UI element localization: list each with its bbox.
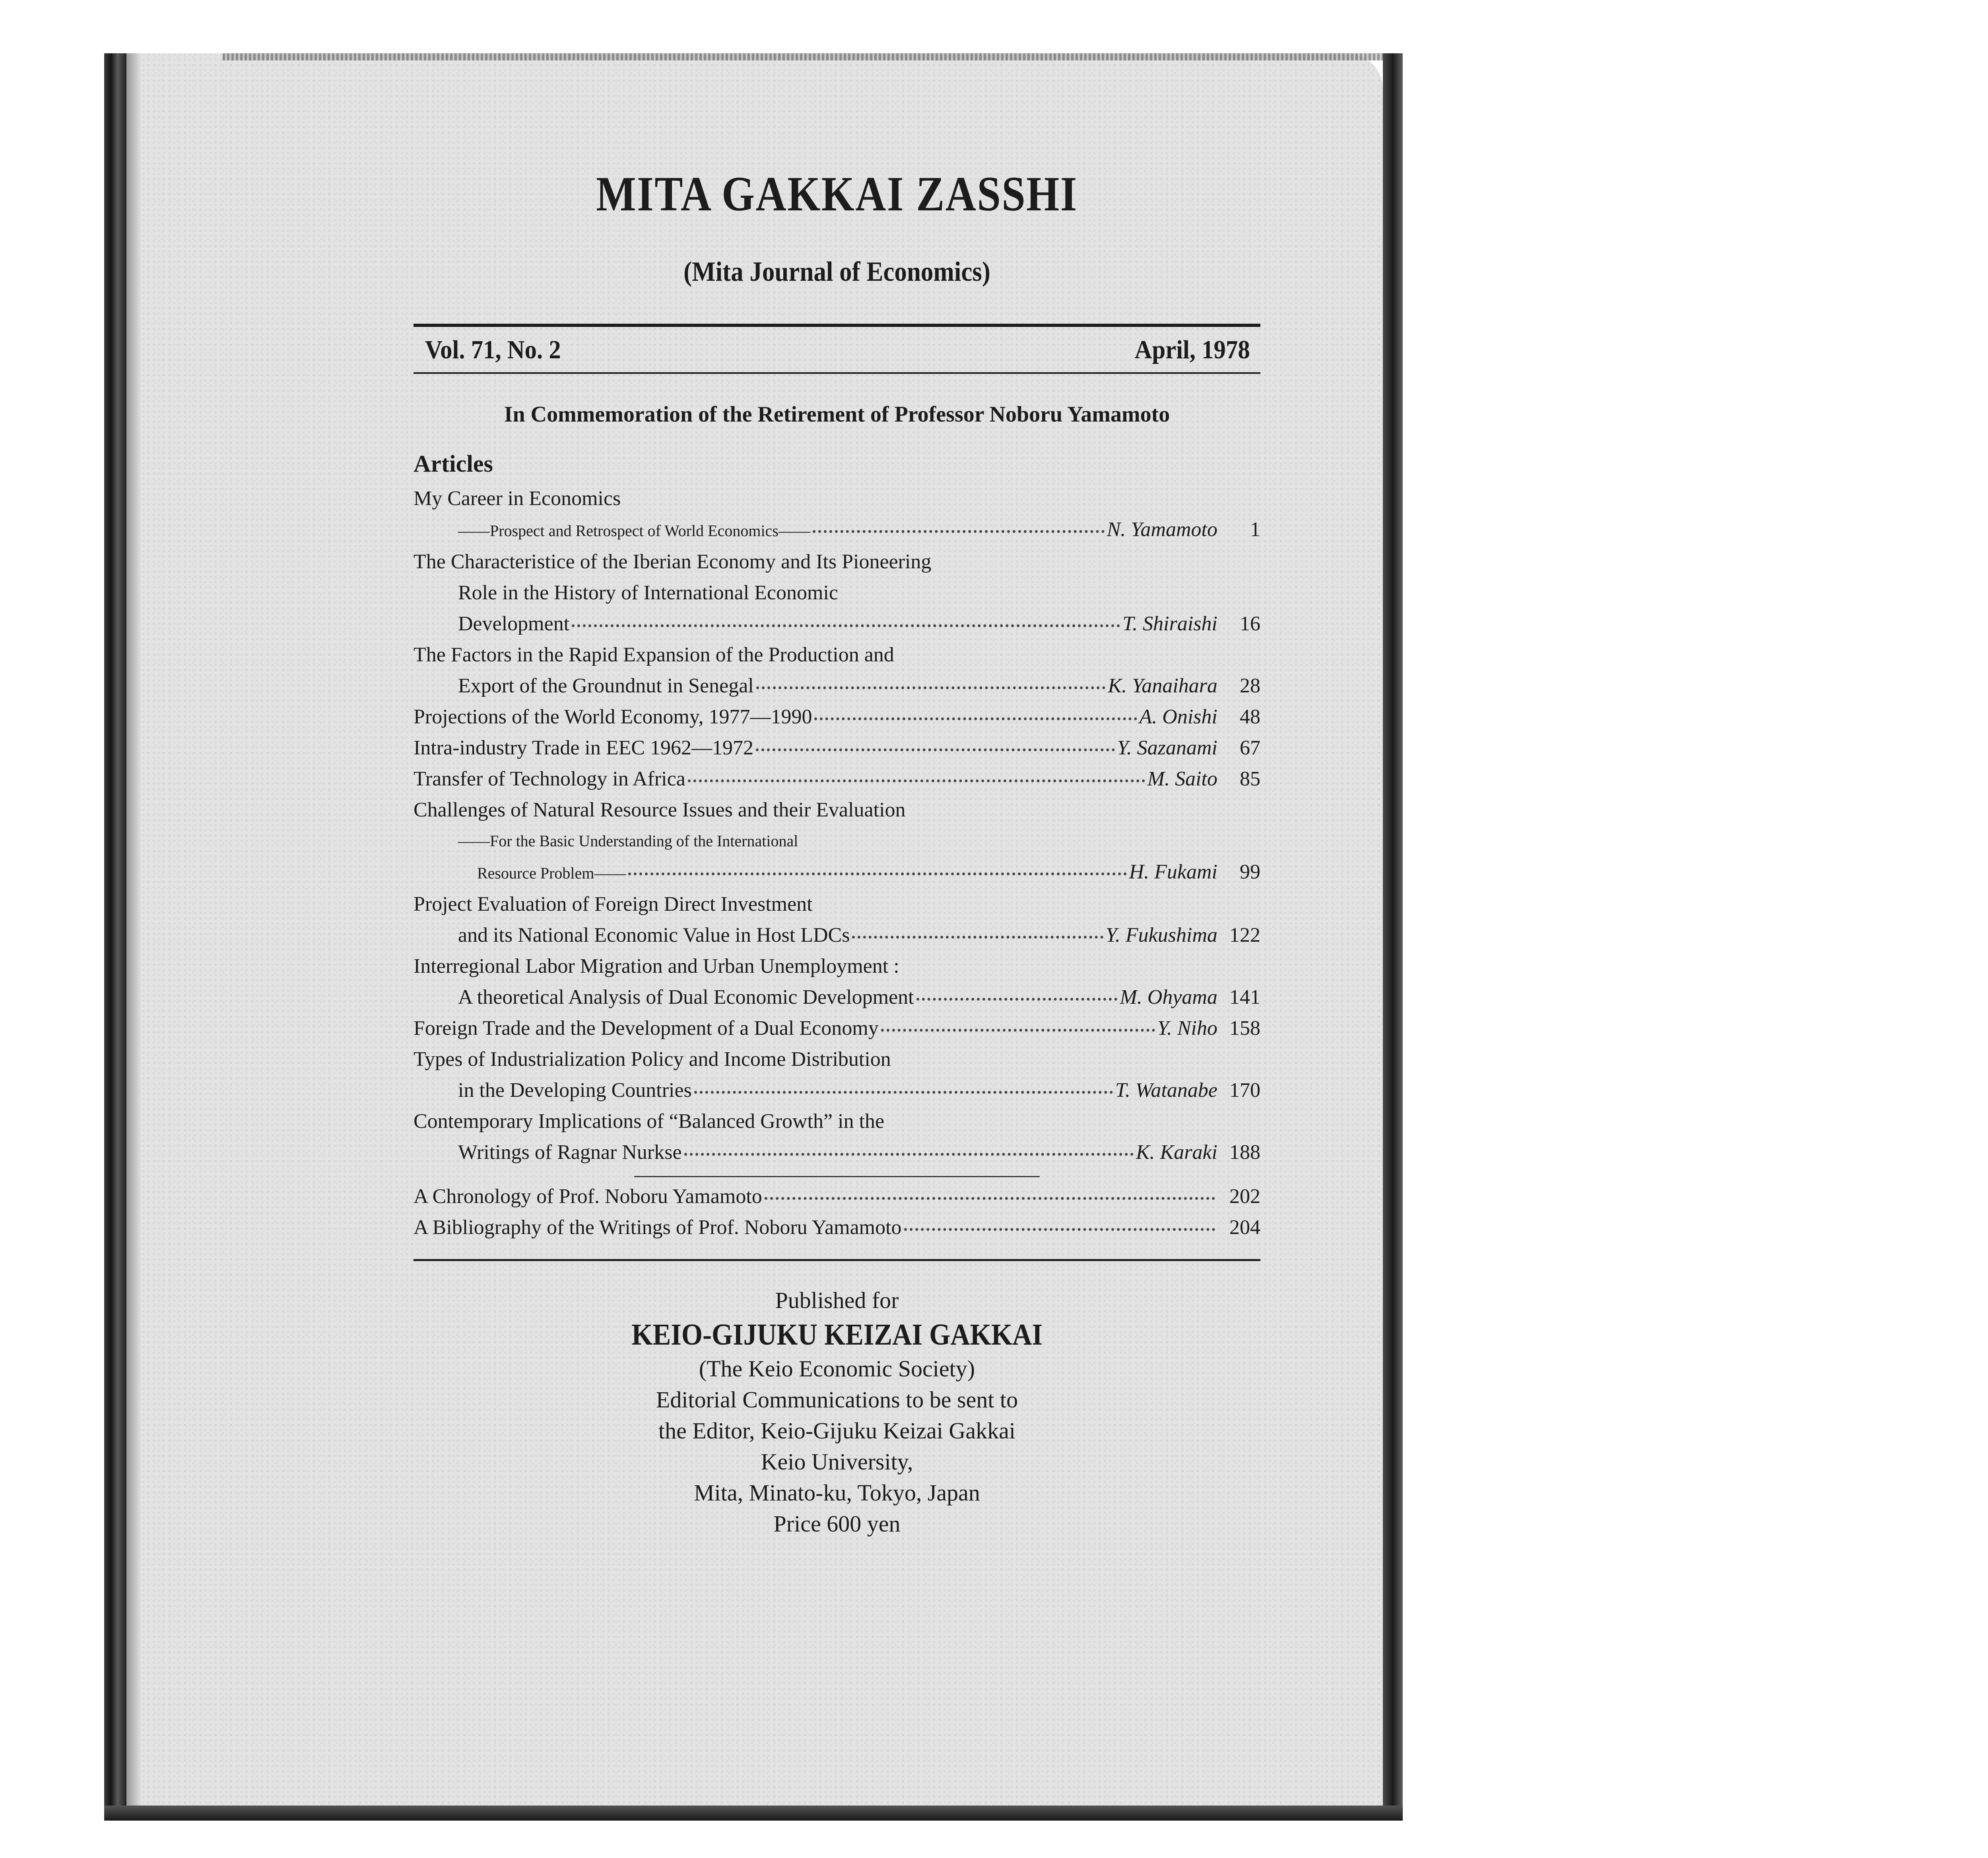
- table-of-contents: [414, 483, 1260, 1243]
- volume-bar: [414, 324, 1260, 373]
- toc-entry: [414, 982, 1260, 1013]
- toc-author: Y. Fukushima: [1105, 923, 1217, 946]
- leader-dots: [756, 668, 1106, 689]
- toc-title-line: Development: [458, 612, 570, 635]
- journal-subtitle: (Mita Journal of Economics): [683, 257, 990, 288]
- toc-entry: [414, 483, 1260, 514]
- price: Price 600 yen: [773, 1510, 901, 1537]
- toc-page-number: 28: [1240, 674, 1260, 697]
- toc-title-line: Writings of Ragnar Nurkse: [458, 1141, 682, 1164]
- leader-dots: [916, 979, 1118, 1001]
- leader-dots: [684, 1134, 1134, 1156]
- contents-page: [414, 167, 1260, 1539]
- toc-entry: [414, 546, 1260, 577]
- toc-entry: [414, 702, 1260, 733]
- toc-title-line: A theoretical Analysis of Dual Economic Development: [458, 985, 914, 1009]
- page-bottom-edge: [104, 1806, 1403, 1821]
- toc-title-line: Types of Industrialization Policy and Income Distribution: [414, 1048, 891, 1071]
- publisher-english-name: (The Keio Economic Society): [699, 1355, 975, 1382]
- toc-title-line: Project Evaluation of Foreign Direct Investment: [414, 892, 813, 915]
- section-divider: [634, 1176, 1040, 1177]
- publisher-address-line: Editorial Communications to be sent to: [656, 1386, 1018, 1413]
- toc-page-number: 204: [1229, 1216, 1260, 1239]
- toc-entry: [414, 920, 1260, 951]
- toc-title-line: Projections of the World Economy, 1977—1990: [414, 705, 812, 728]
- toc-title-line: Export of the Groundnut in Senegal: [458, 674, 754, 697]
- toc-entry: [414, 826, 1260, 857]
- toc-subtitle-line: ——Prospect and Retrospect of World Economics——: [458, 521, 810, 540]
- publisher-block: [414, 1285, 1260, 1539]
- toc-page-number: 99: [1240, 860, 1260, 883]
- leader-dots: [694, 1072, 1113, 1094]
- spine-shadow: [126, 53, 142, 1821]
- toc-author: M. Ohyama: [1120, 985, 1217, 1009]
- leader-dots: [904, 1209, 1215, 1231]
- toc-entry: [414, 733, 1260, 764]
- toc-page-number: 170: [1229, 1079, 1260, 1102]
- toc-page-number: 122: [1229, 923, 1260, 946]
- toc-entry: [414, 671, 1260, 702]
- leader-dots: [765, 1178, 1215, 1200]
- page-right-edge: [1383, 53, 1403, 1821]
- publisher-address-line: Mita, Minato-ku, Tokyo, Japan: [694, 1479, 980, 1506]
- toc-title-line: Transfer of Technology in Africa: [414, 767, 685, 790]
- toc-entry: [414, 857, 1260, 889]
- page-top-edge: [223, 53, 1383, 60]
- toc-page-number: 202: [1229, 1185, 1260, 1208]
- toc-author: K. Karaki: [1136, 1141, 1217, 1164]
- toc-entry: [414, 639, 1260, 671]
- toc-page-number: 158: [1229, 1016, 1260, 1040]
- toc-title-line: Interregional Labor Migration and Urban Unemployment :: [414, 954, 899, 978]
- toc-author: A. Onishi: [1139, 705, 1217, 728]
- toc-entry: [414, 1044, 1260, 1075]
- toc-title-line: My Career in Economics: [414, 487, 621, 510]
- toc-page-number: 85: [1240, 767, 1260, 790]
- toc-title-line: Challenges of Natural Resource Issues and their Evaluation: [414, 798, 906, 821]
- toc-author: H. Fukami: [1129, 860, 1217, 883]
- toc-page-number: 188: [1229, 1141, 1260, 1164]
- leader-dots: [881, 1010, 1155, 1032]
- leader-dots: [852, 917, 1103, 939]
- issue-date: April, 1978: [1134, 335, 1250, 365]
- toc-entry: [414, 1181, 1260, 1212]
- bottom-rule: [414, 1259, 1260, 1261]
- published-for: Published for: [775, 1287, 899, 1313]
- toc-title-line: The Factors in the Rapid Expansion of the Production and: [414, 643, 894, 666]
- toc-entry: [414, 608, 1260, 639]
- toc-subtitle-line: Resource Problem——: [477, 864, 626, 882]
- leader-dots: [814, 699, 1137, 720]
- toc-title-line: A Chronology of Prof. Noboru Yamamoto: [414, 1185, 762, 1208]
- toc-title-line: and its National Economic Value in Host LDCs: [458, 923, 850, 946]
- toc-entry: [414, 889, 1260, 920]
- publisher-address-line: Keio University,: [761, 1448, 913, 1475]
- volume-number: Vol. 71, No. 2: [425, 335, 561, 365]
- toc-entry: [414, 1075, 1260, 1106]
- toc-page-number: 67: [1240, 736, 1260, 759]
- toc-entry: [414, 951, 1260, 982]
- toc-page-number: 1: [1250, 518, 1260, 541]
- toc-page-number: 16: [1240, 612, 1260, 635]
- leader-dots: [756, 730, 1115, 751]
- toc-author: T. Watanabe: [1115, 1079, 1217, 1102]
- toc-author: K. Yanaihara: [1108, 674, 1217, 697]
- leader-dots: [572, 606, 1120, 627]
- toc-page-number: 48: [1240, 705, 1260, 728]
- toc-entry: [414, 514, 1260, 546]
- toc-subtitle-line: ——For the Basic Understanding of the International: [458, 832, 798, 850]
- articles-heading: Articles: [414, 450, 493, 477]
- toc-title-line: Foreign Trade and the Development of a Dual Economy: [414, 1016, 879, 1040]
- toc-author: T. Shiraishi: [1122, 612, 1217, 635]
- book-spine: [104, 53, 126, 1821]
- toc-entry: [414, 795, 1260, 826]
- toc-author: Y. Sazanami: [1117, 736, 1217, 759]
- toc-entry: [414, 1013, 1260, 1044]
- toc-author: N. Yamamoto: [1107, 518, 1217, 541]
- toc-title-line: A Bibliography of the Writings of Prof. Noboru Yamamoto: [414, 1216, 902, 1239]
- publisher-address-line: the Editor, Keio-Gijuku Keizai Gakkai: [658, 1417, 1015, 1444]
- toc-entry: [414, 764, 1260, 795]
- toc-title-line: Intra-industry Trade in EEC 1962—1972: [414, 736, 754, 759]
- toc-entry: [414, 1106, 1260, 1137]
- leader-dots: [688, 761, 1145, 782]
- commemoration-heading: In Commemoration of the Retirement of Professor Noboru Yamamoto: [504, 402, 1170, 427]
- toc-entry: [414, 1212, 1260, 1243]
- publisher-name: KEIO-GIJUKU KEIZAI GAKKAI: [631, 1318, 1043, 1351]
- toc-author: Y. Niho: [1157, 1016, 1217, 1040]
- leader-dots: [813, 511, 1105, 533]
- toc-title-line: The Characteristice of the Iberian Economy and Its Pioneering: [414, 550, 932, 573]
- toc-entry: [414, 1137, 1260, 1168]
- toc-title-line: in the Developing Countries: [458, 1079, 692, 1102]
- toc-entry: [414, 577, 1260, 608]
- toc-page-number: 141: [1229, 985, 1260, 1009]
- leader-dots: [628, 854, 1126, 875]
- journal-title: MITA GAKKAI ZASSHI: [596, 167, 1078, 221]
- toc-title-line: Role in the History of International Economic: [458, 581, 838, 604]
- toc-author: M. Saito: [1147, 767, 1217, 790]
- toc-title-line: Contemporary Implications of “Balanced Growth” in the: [414, 1110, 885, 1133]
